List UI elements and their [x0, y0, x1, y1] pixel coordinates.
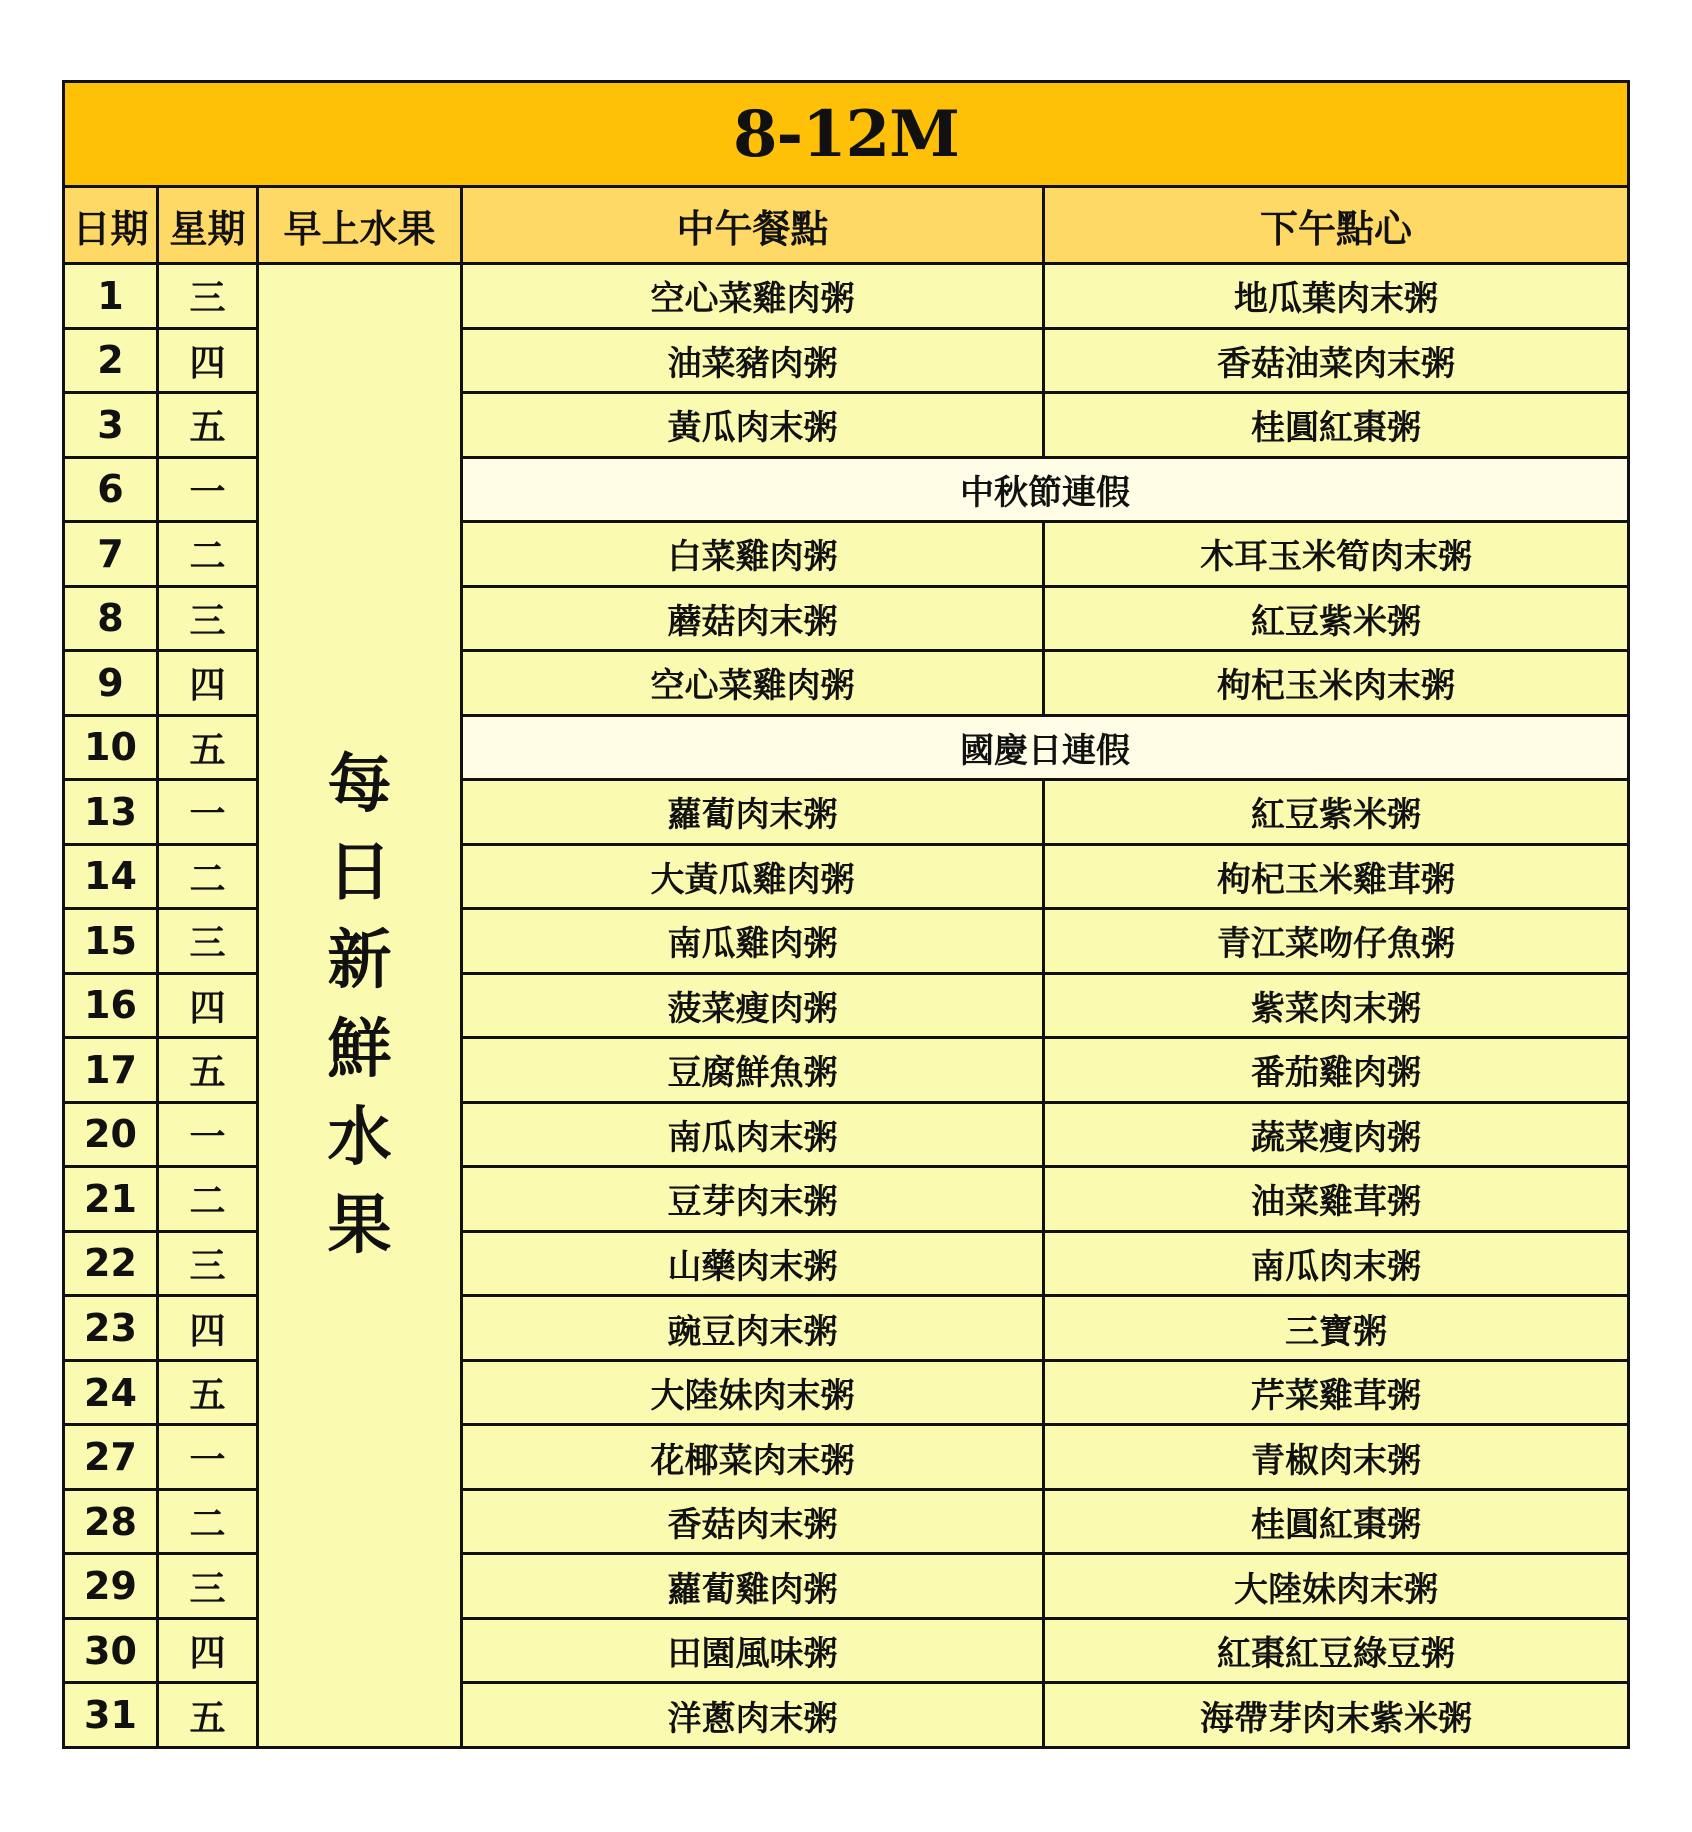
menu-body [64, 264, 1629, 1748]
snack-cell: 蔬菜瘦肉粥 [1044, 1102, 1629, 1167]
lunch-cell: 大陸妹肉末粥 [462, 1360, 1044, 1425]
snack-cell: 大陸妹肉末粥 [1044, 1554, 1629, 1619]
morning-fruit-cell [258, 264, 462, 1748]
lunch-cell: 洋蔥肉末粥 [462, 1683, 1044, 1748]
weekday-cell: 一 [158, 780, 258, 845]
snack-cell: 桂圓紅棗粥 [1044, 393, 1629, 458]
snack-cell: 青江菜吻仔魚粥 [1044, 909, 1629, 974]
weekday-cell: 三 [158, 586, 258, 651]
snack-cell: 芹菜雞茸粥 [1044, 1360, 1629, 1425]
snack-cell: 三寶粥 [1044, 1296, 1629, 1361]
header-afternoon-snack: 下午點心 [1044, 187, 1629, 264]
lunch-cell: 豌豆肉末粥 [462, 1296, 1044, 1361]
lunch-cell: 蘿蔔雞肉粥 [462, 1554, 1044, 1619]
header-weekday: 星期 [158, 187, 258, 264]
snack-cell: 紫菜肉末粥 [1044, 973, 1629, 1038]
date-cell: 27 [64, 1425, 158, 1490]
lunch-cell: 山藥肉末粥 [462, 1231, 1044, 1296]
lunch-cell: 蘑菇肉末粥 [462, 586, 1044, 651]
snack-cell: 海帶芽肉末紫米粥 [1044, 1683, 1629, 1748]
holiday-cell: 國慶日連假 [462, 715, 1629, 780]
lunch-cell: 空心菜雞肉粥 [462, 264, 1044, 329]
snack-cell: 油菜雞茸粥 [1044, 1167, 1629, 1232]
weekday-cell: 四 [158, 1618, 258, 1683]
weekday-cell: 四 [158, 973, 258, 1038]
date-cell: 2 [64, 328, 158, 393]
table-row [64, 264, 1629, 329]
date-cell: 24 [64, 1360, 158, 1425]
weekday-cell: 五 [158, 1360, 258, 1425]
snack-cell: 紅棗紅豆綠豆粥 [1044, 1618, 1629, 1683]
date-cell: 20 [64, 1102, 158, 1167]
weekday-cell: 二 [158, 844, 258, 909]
morning-fruit-text: 每日新鮮水果 [327, 747, 392, 1264]
weekday-cell: 一 [158, 1102, 258, 1167]
date-cell: 10 [64, 715, 158, 780]
date-cell: 17 [64, 1038, 158, 1103]
lunch-cell: 南瓜肉末粥 [462, 1102, 1044, 1167]
lunch-cell: 空心菜雞肉粥 [462, 651, 1044, 716]
lunch-cell: 油菜豬肉粥 [462, 328, 1044, 393]
weekday-cell: 二 [158, 522, 258, 587]
header-lunch: 中午餐點 [462, 187, 1044, 264]
date-cell: 15 [64, 909, 158, 974]
date-cell: 6 [64, 457, 158, 522]
weekday-cell: 四 [158, 651, 258, 716]
snack-cell: 地瓜葉肉末粥 [1044, 264, 1629, 329]
lunch-cell: 南瓜雞肉粥 [462, 909, 1044, 974]
lunch-cell: 蘿蔔肉末粥 [462, 780, 1044, 845]
date-cell: 14 [64, 844, 158, 909]
date-cell: 8 [64, 586, 158, 651]
snack-cell: 青椒肉末粥 [1044, 1425, 1629, 1490]
weekday-cell: 一 [158, 457, 258, 522]
lunch-cell: 菠菜瘦肉粥 [462, 973, 1044, 1038]
weekday-cell: 五 [158, 393, 258, 458]
date-cell: 16 [64, 973, 158, 1038]
lunch-cell: 黃瓜肉末粥 [462, 393, 1044, 458]
weekday-cell: 五 [158, 715, 258, 780]
weekday-cell: 二 [158, 1489, 258, 1554]
snack-cell: 紅豆紫米粥 [1044, 780, 1629, 845]
snack-cell: 南瓜肉末粥 [1044, 1231, 1629, 1296]
snack-cell: 番茄雞肉粥 [1044, 1038, 1629, 1103]
date-cell: 30 [64, 1618, 158, 1683]
snack-cell: 桂圓紅棗粥 [1044, 1489, 1629, 1554]
lunch-cell: 豆腐鮮魚粥 [462, 1038, 1044, 1103]
weekday-cell: 五 [158, 1038, 258, 1103]
header-morning-fruit: 早上水果 [258, 187, 462, 264]
date-cell: 22 [64, 1231, 158, 1296]
snack-cell: 香菇油菜肉末粥 [1044, 328, 1629, 393]
snack-cell: 枸杞玉米肉末粥 [1044, 651, 1629, 716]
date-cell: 7 [64, 522, 158, 587]
weekday-cell: 三 [158, 264, 258, 329]
snack-cell: 紅豆紫米粥 [1044, 586, 1629, 651]
lunch-cell: 花椰菜肉末粥 [462, 1425, 1044, 1490]
date-cell: 13 [64, 780, 158, 845]
weekday-cell: 二 [158, 1167, 258, 1232]
date-cell: 29 [64, 1554, 158, 1619]
menu-table [62, 80, 1630, 1749]
date-cell: 28 [64, 1489, 158, 1554]
weekday-cell: 五 [158, 1683, 258, 1748]
lunch-cell: 大黃瓜雞肉粥 [462, 844, 1044, 909]
header-row [64, 187, 1629, 264]
snack-cell: 枸杞玉米雞茸粥 [1044, 844, 1629, 909]
holiday-cell: 中秋節連假 [462, 457, 1629, 522]
lunch-cell: 豆芽肉末粥 [462, 1167, 1044, 1232]
weekday-cell: 一 [158, 1425, 258, 1490]
date-cell: 21 [64, 1167, 158, 1232]
date-cell: 23 [64, 1296, 158, 1361]
date-cell: 1 [64, 264, 158, 329]
table-title: 8-12M [64, 82, 1629, 187]
weekday-cell: 三 [158, 1231, 258, 1296]
date-cell: 9 [64, 651, 158, 716]
weekday-cell: 三 [158, 909, 258, 974]
date-cell: 31 [64, 1683, 158, 1748]
header-date: 日期 [64, 187, 158, 264]
weekday-cell: 三 [158, 1554, 258, 1619]
lunch-cell: 田園風味粥 [462, 1618, 1044, 1683]
snack-cell: 木耳玉米筍肉末粥 [1044, 522, 1629, 587]
title-row [64, 82, 1629, 187]
lunch-cell: 白菜雞肉粥 [462, 522, 1044, 587]
date-cell: 3 [64, 393, 158, 458]
weekday-cell: 四 [158, 1296, 258, 1361]
lunch-cell: 香菇肉末粥 [462, 1489, 1044, 1554]
weekday-cell: 四 [158, 328, 258, 393]
